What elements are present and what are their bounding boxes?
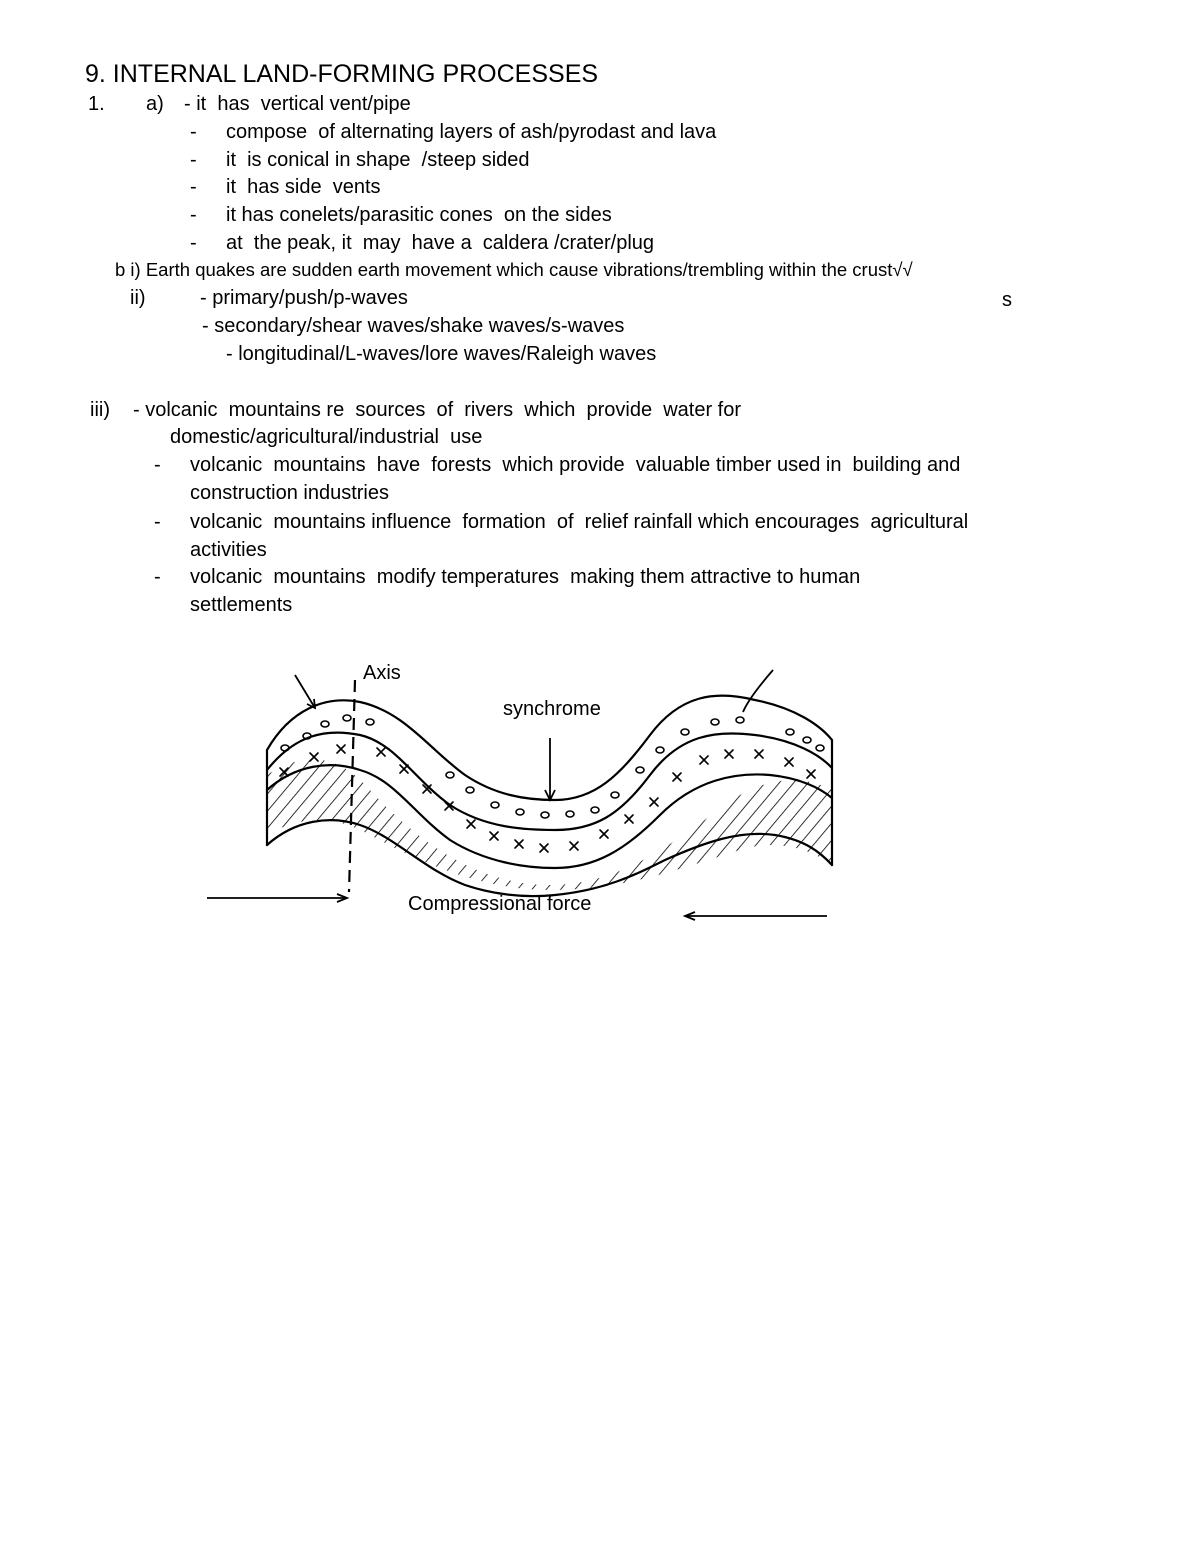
- q1b-i-text: b i) Earth quakes are sudden earth movement which cause vibrations/trembling within the crust√√: [115, 259, 913, 280]
- q1b-iii-point-3-line1: volcanic mountains modify temperatures making them attractive to human: [190, 566, 861, 588]
- q1a-label: a): [146, 93, 164, 115]
- q1b-iii-label: iii): [90, 399, 110, 421]
- fold-diagram: [195, 640, 855, 940]
- q1b-iii-point-3-line2: settlements: [190, 594, 293, 616]
- q1b-iii-point-2-line2: activities: [190, 539, 267, 561]
- compressional-force-label: Compressional force: [408, 893, 592, 915]
- q1b-ii-third: - longitudinal/L-waves/lore waves/Raleigh waves: [226, 343, 657, 365]
- q1b-ii-label: ii): [130, 287, 146, 309]
- q1b-iii-dash-2: -: [154, 511, 161, 533]
- q1-number: 1.: [88, 93, 105, 115]
- q1b-iii-dash-3: -: [154, 566, 161, 588]
- q1b-ii-first: - primary/push/p-waves: [200, 287, 408, 309]
- q1b-ii-second: - secondary/shear waves/shake waves/s-waves: [202, 315, 625, 337]
- left-pointer-arrow: [295, 675, 315, 708]
- q1a-dash-2: -: [190, 149, 197, 171]
- q1a-dash-3: -: [190, 176, 197, 198]
- page-title: 9. INTERNAL LAND-FORMING PROCESSES: [85, 60, 599, 88]
- q1b-iii-first-cont: domestic/agricultural/industrial use: [170, 426, 483, 448]
- q1a-dash-5: -: [190, 232, 197, 254]
- q1b-iii-point-2-line1: volcanic mountains influence formation of relief rainfall which encourages agricultural: [190, 511, 969, 533]
- q1a-point-1: compose of alternating layers of ash/pyrodast and lava: [226, 121, 717, 143]
- q1b-iii-dash-1: -: [154, 454, 161, 476]
- right-pointer-line: [743, 670, 773, 712]
- q1b-iii-point-1-line2: construction industries: [190, 482, 389, 504]
- q1a-point-4: it has conelets/parasitic cones on the sides: [226, 204, 612, 226]
- q1a-first-point: - it has vertical vent/pipe: [184, 93, 411, 115]
- q1a-dash-1: -: [190, 121, 197, 143]
- q1a-point-5: at the peak, it may have a caldera /crater/plug: [226, 232, 655, 254]
- synchrome-label: synchrome: [503, 698, 601, 720]
- q1b-iii-point-1-line1: volcanic mountains have forests which provide valuable timber used in building and: [190, 454, 961, 476]
- q1a-point-3: it has side vents: [226, 176, 381, 198]
- axis-label: Axis: [363, 662, 401, 684]
- q1a-point-2: it is conical in shape /steep sided: [226, 149, 530, 171]
- q1b-ii-s: s: [1002, 289, 1012, 311]
- q1b-iii-first: - volcanic mountains re sources of rivers which provide water for: [133, 399, 742, 421]
- q1a-dash-4: -: [190, 204, 197, 226]
